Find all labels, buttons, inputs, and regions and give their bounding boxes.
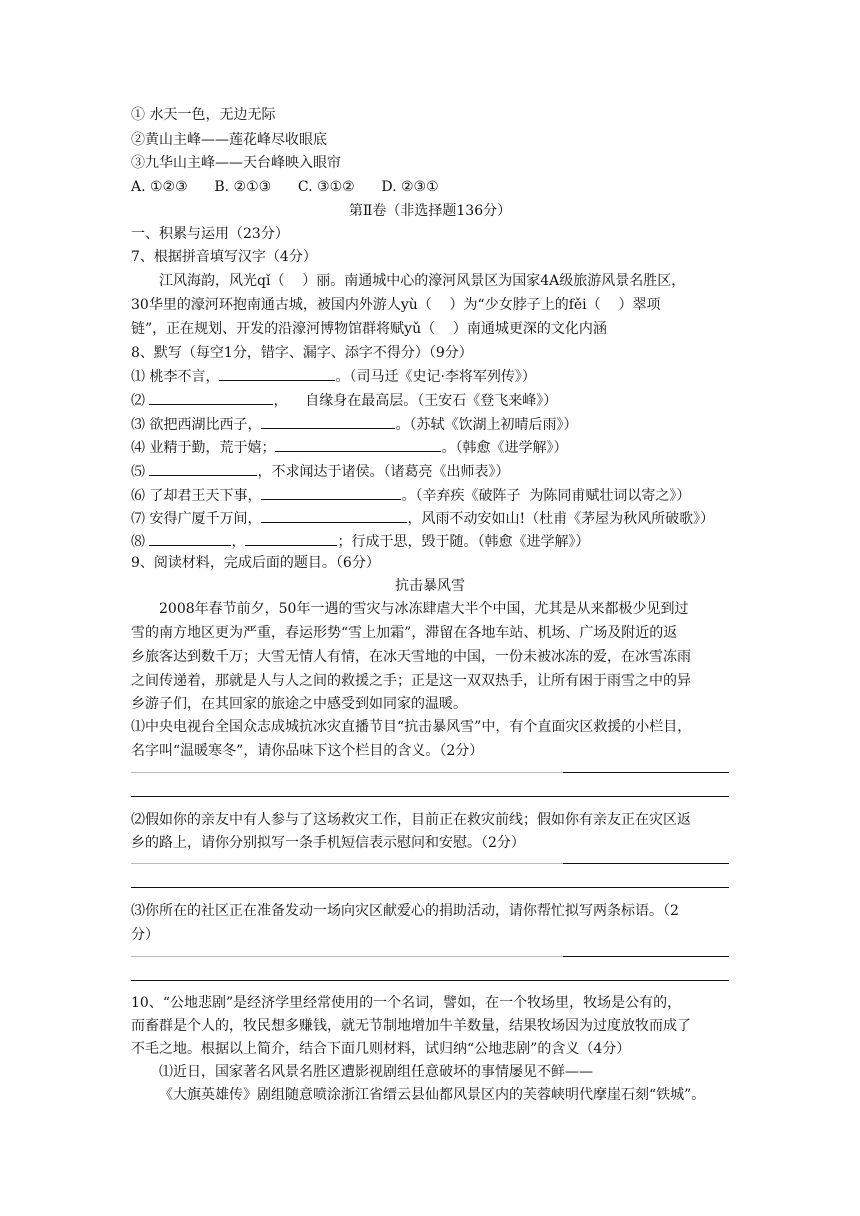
q10-line-1: 10、“公地悲剧”是经济学里经常使用的一个名词，譬如，在一个牧场里，牧场是公有的， [131,995,682,1011]
answer-line[interactable] [563,863,729,864]
answer-blank[interactable] [219,366,335,381]
option-3: ③九华山主峰——天台峰映入眼帘 [131,155,341,171]
q9-title: 9、阅读材料，完成后面的题目。（6分） [131,555,380,571]
answer-line[interactable] [563,956,729,957]
q8-item-4 [131,437,567,457]
q8-item-8 [131,531,589,551]
q8-item-6-prefix: ⑹ 了却君王天下事， [131,488,262,504]
answer-blank[interactable] [245,531,337,546]
answer-line[interactable] [131,980,729,981]
answer-blank[interactable] [261,508,407,523]
q8-item-1 [131,366,536,386]
answer-blank[interactable] [149,390,273,405]
q8-item-7-suffix: ，风雨不动安如山!（杜甫《茅屋为秋风所破歌》） [407,511,715,527]
article-line-2: 雪的南方地区更为严重，春运形势“雪上加霜”，滞留在各地车站、机场、广场及附近的返 [131,625,678,641]
answer-blank[interactable] [261,485,401,500]
q8-item-2-suffix: ， 自缘身在最高层。（王安石《登飞来峰》） [273,393,558,409]
answer-line[interactable] [563,772,729,773]
answer-blank[interactable] [261,414,395,429]
q9-sub3-line-2: 分） [131,927,159,943]
q8-item-3 [131,414,577,434]
q8-title: 8、默写（每空1分，错字、漏字、添字不得分）（9分） [131,345,473,361]
q8-item-4-suffix: 。（韩愈《进学解》） [441,440,568,456]
q8-item-1-prefix: ⑴ 桃李不言， [131,369,220,385]
q8-item-2 [131,390,557,410]
answer-line[interactable] [131,796,729,797]
q7-line-1: 江风海韵，风光qǐ（ ）丽。南通城中心的濠河风景区为国家4A级旅游风景名胜区， [159,273,686,289]
answer-line[interactable] [131,863,563,864]
q8-item-8-prefix: ⑻ [131,534,150,550]
q8-item-3-suffix: 。（苏轼《饮湖上初晴后雨》） [395,417,578,433]
part-heading: 一、积累与运用（23分） [131,226,289,242]
option-1: ① 水天一色，无边无际 [131,107,276,123]
q8-item-2-prefix: ⑵ [131,393,150,409]
q10-line-2: 而畜群是个人的，牧民想多赚钱，就无节制地增加牛羊数量，结果牧场因为过度放牧而成了 [131,1018,691,1034]
answer-blank[interactable] [149,531,231,546]
q8-item-8-mid: ， [231,534,246,550]
q9-sub1-line-2: 名字叫“温暖寒冬”，请你品味下这个栏目的含义。（2分） [131,743,484,759]
q9-sub3-line-1: ⑶你所在的社区正在准备发动一场向灾区献爱心的捐助活动，请你帮忙拟写两条标语。（2 [131,903,679,919]
section-title: 第Ⅱ卷（非选择题136分） [348,203,512,219]
q9-sub2-line-1: ⑵假如你的亲友中有人参与了这场救灾工作，目前正在救灾前线；假如你有亲友正在灾区返 [131,812,691,828]
q10-line-4: ⑴近日，国家著名风景名胜区遭影视剧组任意破坏的事情屡见不鲜—— [159,1064,593,1080]
q9-sub2-line-2: 乡的路上，请你分别拟写一条手机短信表示慰问和安慰。（2分） [131,835,525,851]
q8-item-3-prefix: ⑶ 欲把西湖比西子， [131,417,262,433]
q8-item-6 [131,485,690,505]
q7-line-3: 链”，正在规划、开发的沿濠河博物馆群将赋yǔ（ ）南通城更深的文化内涵 [131,321,607,337]
answer-blank[interactable] [149,461,257,476]
q8-item-7-prefix: ⑺ 安得广厦千万间， [131,511,262,527]
q9-sub1-line-1: ⑴中央电视台全国众志成城抗冰灾直播节目“抗击暴风雪”中，有个直面灾区救援的小栏目， [131,719,692,735]
answer-line[interactable] [131,772,563,773]
q8-item-5-suffix: ，不求闻达于诸侯。（诸葛亮《出师表》） [257,464,510,480]
option-2: ②黄山主峰——莲花峰尽收眼底 [131,132,327,148]
answer-blank[interactable] [275,437,441,452]
q8-item-5-prefix: ⑸ [131,464,150,480]
answer-line[interactable] [131,956,563,957]
q8-item-1-suffix: 。（司马迁《史记·李将军列传》） [335,369,536,385]
q8-item-5 [131,461,509,481]
q8-item-7 [131,508,714,528]
article-title: 抗击暴风雪 [395,578,465,594]
answer-choices: A. ①②③ B. ②①③ C. ③①② D. ②③① [131,179,439,195]
article-line-1: 2008年春节前夕，50年一遇的雪灾与冰冻肆虐大半个中国，尤其是从来都极少见到过 [159,601,689,617]
q8-item-6-suffix: 。（辛弃疾《破阵子 为陈同甫赋壮词以寄之》） [401,488,691,504]
article-line-5: 乡游子们，在其回家的旅途之中感受到如同家的温暖。 [131,696,467,712]
q8-item-8-suffix: ；行成于思，毁于随。（韩愈《进学解》） [337,534,590,550]
q10-line-5: 《大旗英雄传》剧组随意喷涂浙江省缙云县仙都风景区内的芙蓉峡明代摩崖石刻“铁城”。 [159,1087,706,1103]
q8-item-4-prefix: ⑷ 业精于勤，荒于嬉； [131,440,276,456]
q7-title: 7、根据拼音填写汉字（4分） [131,249,317,265]
q10-line-3: 不毛之地。根据以上简介，结合下面几则材料，试归纳“公地悲剧”的含义（4分） [131,1041,631,1057]
q7-line-2: 30华里的濠河环抱南通古城，被国内外游人yù（ ）为“少女脖子上的fěi（ ）翠项 [131,297,661,313]
article-line-4: 之间传递着，那就是人与人之间的救援之手；正是这一双双热手，让所有困于雨雪之中的异 [131,673,691,689]
article-line-3: 乡旅客达到数千万；大雪无情人有情，在冰天雪地的中国，一份未被冰冻的爱，在冰雪冻雨 [131,649,691,665]
answer-line[interactable] [131,887,729,888]
